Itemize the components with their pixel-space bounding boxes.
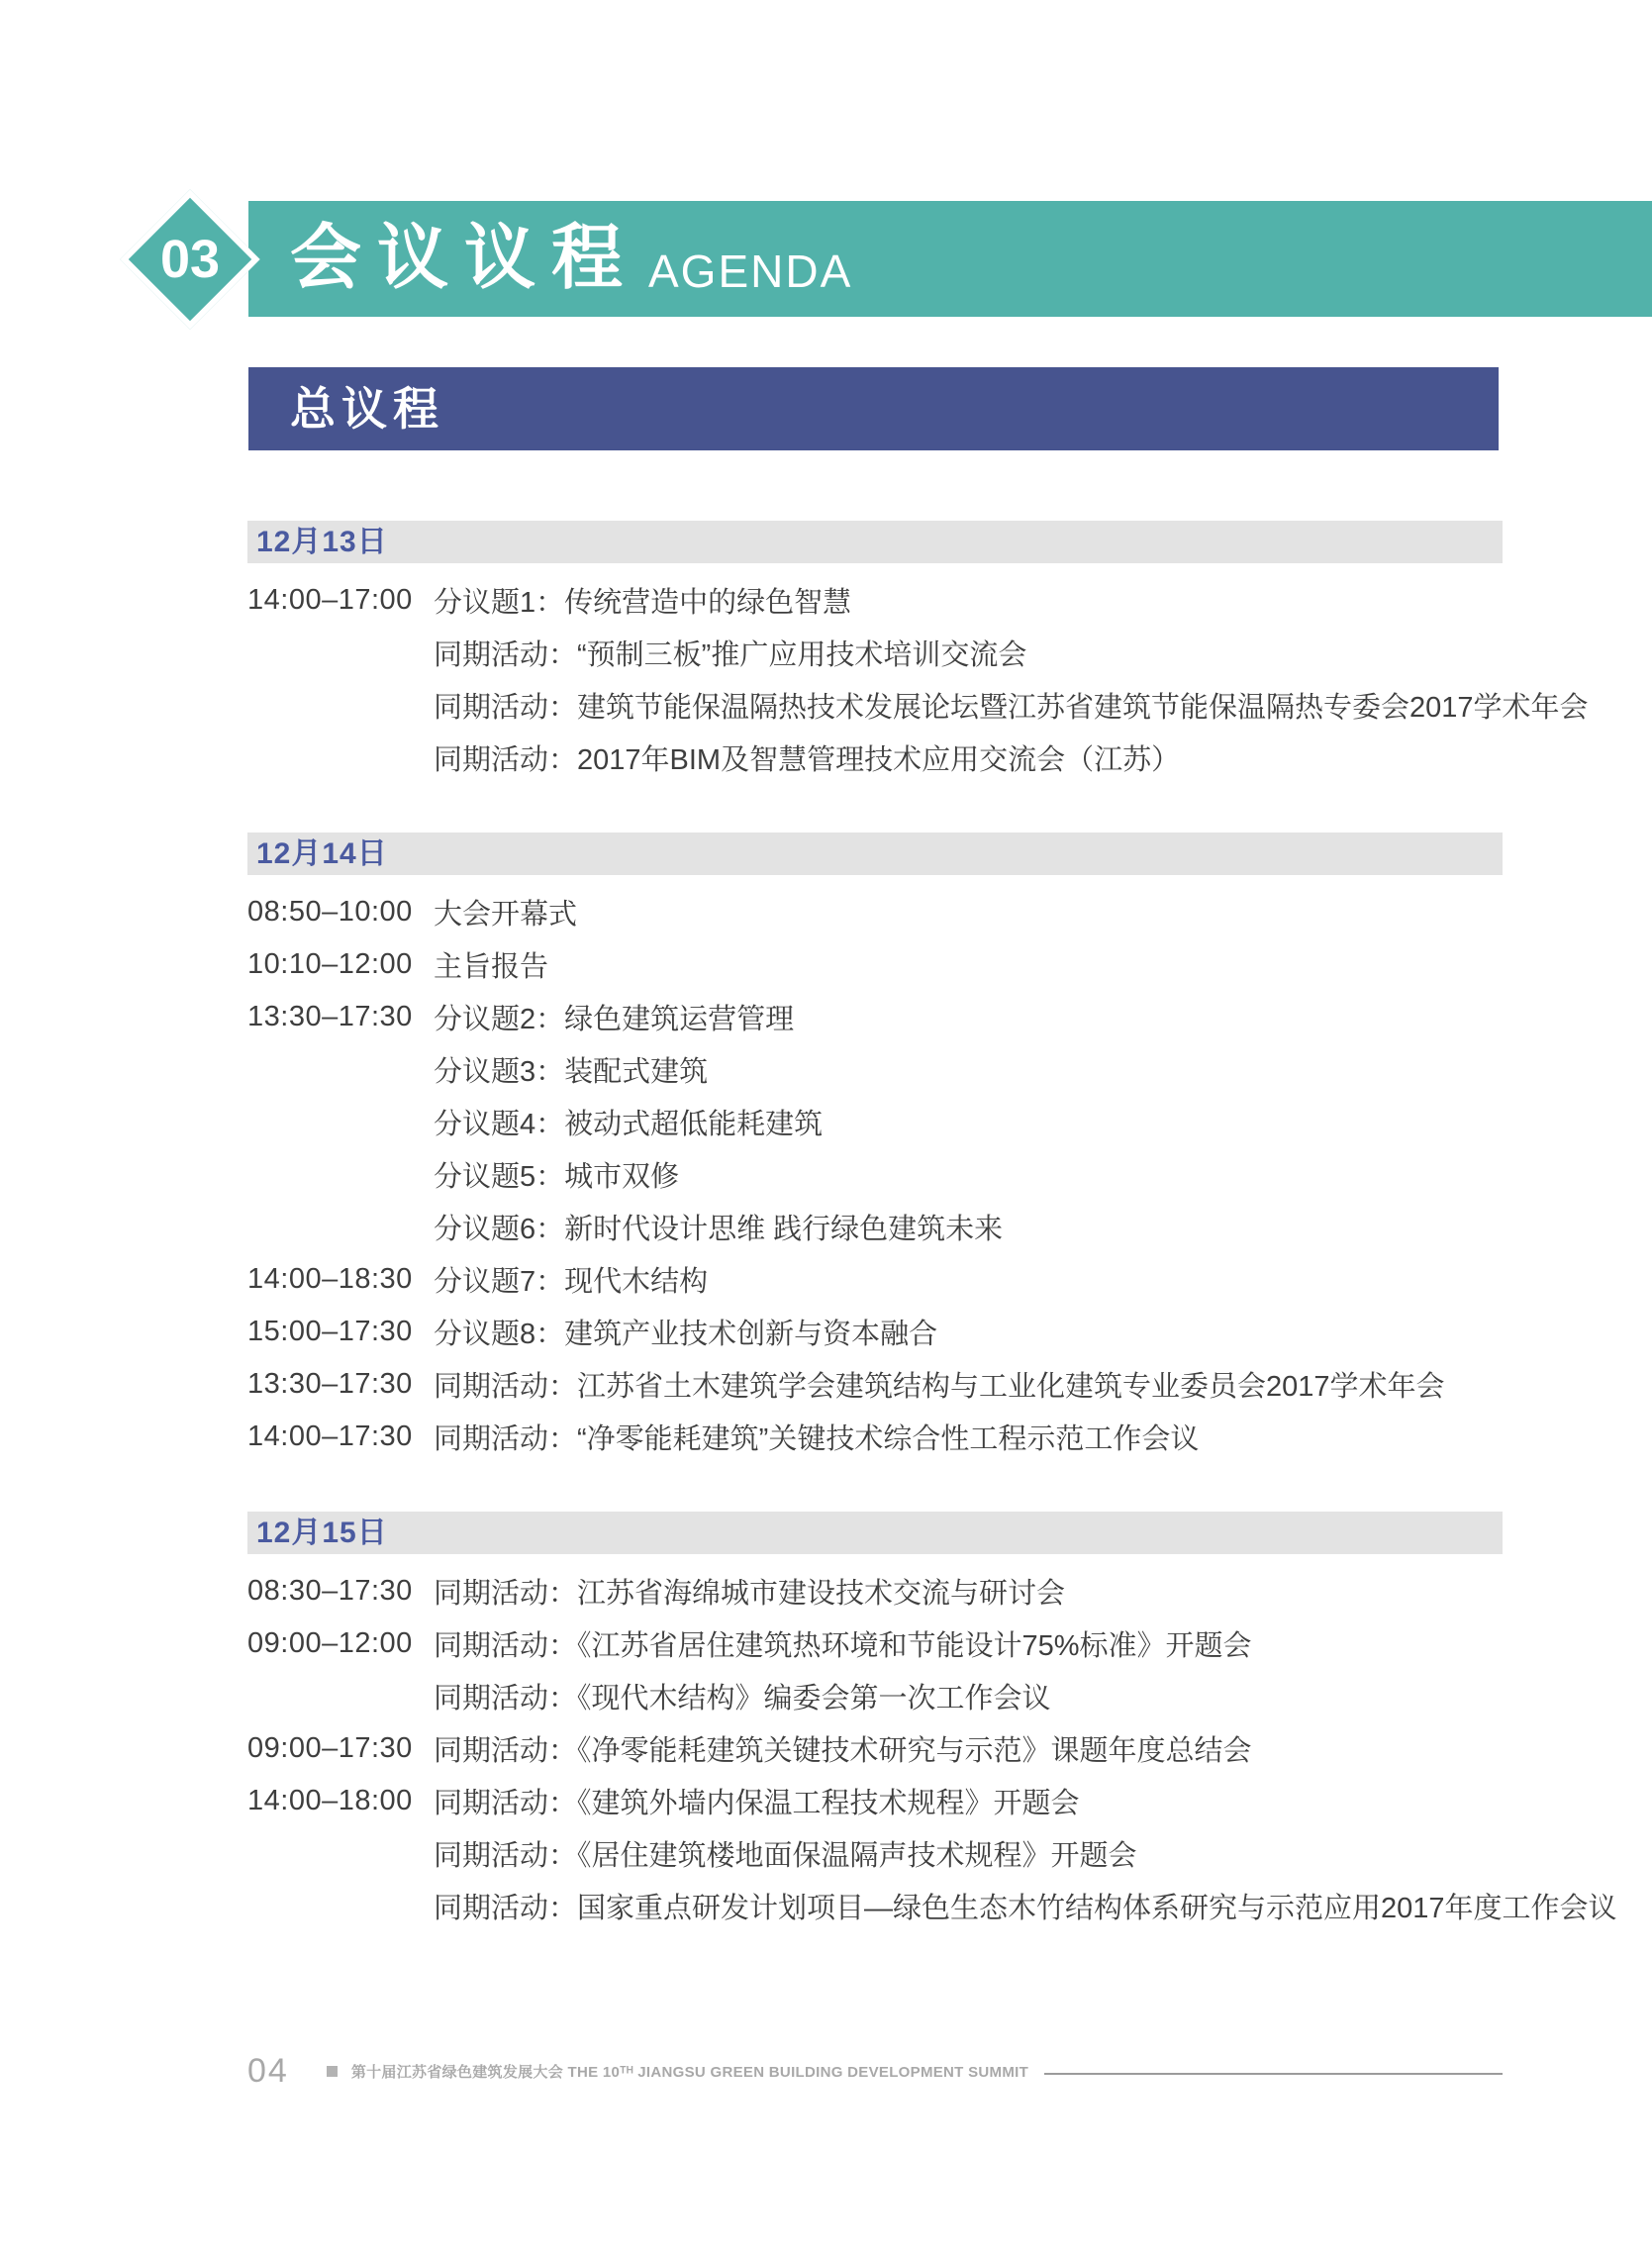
agenda-row: [247, 1722, 1503, 1775]
agenda-row: [247, 1201, 1503, 1253]
agenda-row: [247, 732, 1503, 784]
time-range: 08:30–17:30: [247, 1575, 413, 1607]
agenda-item-text: 分议题8：建筑产业技术创新与资本融合: [434, 1319, 938, 1350]
agenda-item-text: 大会开幕式: [434, 899, 578, 931]
agenda-row: [247, 574, 1503, 627]
agenda-item-text: 同期活动：《现代木结构》编委会第一次工作会议: [434, 1683, 1051, 1714]
agenda-item-text: 同期活动：《净零能耗建筑关键技术研究与示范》课题年度总结会: [434, 1735, 1252, 1767]
agenda-row: [247, 679, 1589, 732]
date-bar-label: 12月14日: [256, 837, 388, 870]
agenda-row: [247, 991, 1503, 1043]
time-range: 15:00–17:30: [247, 1316, 413, 1347]
agenda-item-text: 同期活动：《江苏省居住建筑热环境和节能设计75%标准》开题会: [434, 1630, 1252, 1662]
subheader-band: [248, 367, 1499, 450]
date-bar-label: 12月13日: [256, 526, 388, 558]
agenda-day-section: [247, 833, 1503, 1463]
agenda-row: [247, 1096, 1503, 1148]
time-range: 14:00–18:30: [247, 1263, 413, 1295]
time-range: 14:00–17:00: [247, 584, 413, 616]
agenda-row: [247, 1565, 1503, 1617]
agenda-item-text: 主旨报告: [434, 951, 549, 983]
agenda-row: [247, 1306, 1503, 1358]
agenda-item-text: 同期活动：《建筑外墙内保温工程技术规程》开题会: [434, 1788, 1080, 1819]
date-bar: [247, 833, 1503, 875]
agenda-item-text: 同期活动：江苏省土木建筑学会建筑结构与工业化建筑专业委员会2017学术年会: [434, 1371, 1445, 1403]
day-rows: [247, 886, 1503, 1463]
time-range: 09:00–17:30: [247, 1732, 413, 1764]
agenda-item-text: 同期活动：建筑节能保温隔热技术发展论坛暨江苏省建筑节能保温隔热专委会2017学术年会: [434, 692, 1589, 724]
agenda-item-text: 分议题1：传统营造中的绿色智慧: [434, 587, 852, 619]
day-rows: [247, 1565, 1617, 1932]
time-range: 10:10–12:00: [247, 948, 413, 980]
footer-summit-label: 第十届江苏省绿色建筑发展大会 THE 10ᵀᴴ JIANGSU GREEN BUILDING DEVELOPMENT SUMMIT: [350, 2063, 1029, 2081]
agenda-item-text: 同期活动：国家重点研发计划项目—绿色生态木竹结构体系研究与示范应用2017年度工作会议: [434, 1893, 1617, 1924]
agenda-row: [247, 1827, 1503, 1880]
time-range: 13:30–17:30: [247, 1368, 413, 1400]
agenda-row: [247, 1775, 1503, 1827]
agenda-item-text: 分议题7：现代木结构: [434, 1266, 709, 1298]
footer-rule: [1044, 2073, 1503, 2075]
time-range: 14:00–17:30: [247, 1420, 413, 1452]
agenda-row: [247, 627, 1503, 679]
agenda-item-text: 同期活动：《居住建筑楼地面保温隔声技术规程》开题会: [434, 1840, 1137, 1872]
agenda-days: [247, 521, 1617, 1981]
agenda-row: [247, 938, 1503, 991]
agenda-item-text: 同期活动：“净零能耗建筑”关键技术综合性工程示范工作会议: [434, 1423, 1200, 1455]
agenda-item-text: 同期活动：2017年BIM及智慧管理技术应用交流会（江苏）: [434, 744, 1181, 776]
agenda-row: [247, 1358, 1503, 1411]
square-bullet-icon: [327, 2066, 338, 2077]
page-number: 04: [247, 2051, 289, 2090]
page-title: 会议议程: [290, 219, 639, 298]
agenda-day-section: [247, 521, 1589, 784]
page-title-english: AGENDA: [648, 245, 853, 297]
agenda-row: [247, 1148, 1503, 1201]
subheader-title: 总议程: [290, 383, 444, 435]
agenda-item-text: 同期活动：“预制三板”推广应用技术培训交流会: [434, 639, 1027, 671]
time-range: 13:30–17:30: [247, 1001, 413, 1032]
time-range: 08:50–10:00: [247, 896, 413, 928]
section-number: 03: [159, 230, 221, 289]
date-bar: [247, 1512, 1503, 1554]
agenda-row: [247, 1617, 1503, 1670]
agenda-row: [247, 1411, 1503, 1463]
agenda-day-section: [247, 1512, 1617, 1932]
header-band: [248, 201, 1652, 317]
time-range: 09:00–12:00: [247, 1627, 413, 1659]
agenda-item-text: 分议题2：绿色建筑运营管理: [434, 1004, 795, 1035]
agenda-row: [247, 1880, 1617, 1932]
agenda-item-text: 分议题5：城市双修: [434, 1161, 680, 1193]
date-bar: [247, 521, 1503, 563]
page-footer: [247, 2049, 1503, 2093]
day-rows: [247, 574, 1589, 784]
agenda-item-text: 分议题6：新时代设计思维 践行绿色建筑未来: [434, 1214, 1004, 1245]
date-bar-label: 12月15日: [256, 1517, 388, 1549]
agenda-item-text: 分议题3：装配式建筑: [434, 1056, 709, 1088]
agenda-row: [247, 886, 1503, 938]
agenda-row: [247, 1043, 1503, 1096]
agenda-row: [247, 1670, 1503, 1722]
agenda-item-text: 分议题4：被动式超低能耗建筑: [434, 1109, 824, 1140]
agenda-row: [247, 1253, 1503, 1306]
agenda-item-text: 同期活动：江苏省海绵城市建设技术交流与研讨会: [434, 1578, 1066, 1610]
time-range: 14:00–18:00: [247, 1785, 413, 1816]
